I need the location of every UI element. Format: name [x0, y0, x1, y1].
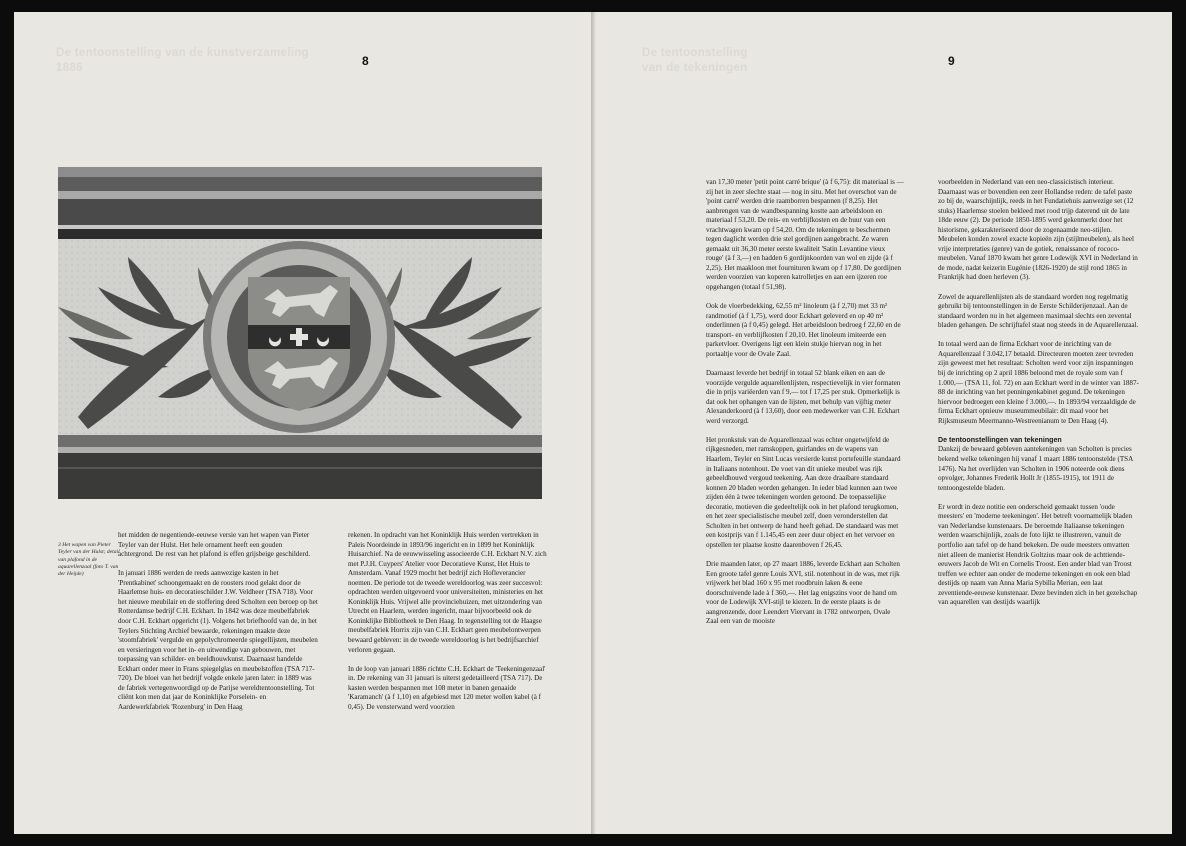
paragraph: In de loop van januari 1886 richtte C.H. Eckhart de 'Teekeningenzaal' in. De rekening van 31 januari is uiterst gedetailleerd (TSA 717). De kasten werden bespannen met 108 meter in banen genaaide 'Karamanch' (à f 1,10) en afgebiesd met 120 meter wollen kabel (à f 0,45). De vensterwand werd voorzien — [348, 664, 546, 711]
paragraph: Daarnaast leverde het bedrijf in totaal 52 blank eiken en aan de voorzijde vergulde aquarellenlijsten, respectievelijk in vier formaten die in prijs variëerden van f 9,— tot f 17,25 per stuk. Opmerkelijk is dat ook het ophangen van de lijsten, met behulp van vijftig meter Alexanderkoord (à f 13,60), door een medewerker van C.H. Eckhart werd verzorgd. — [706, 369, 901, 425]
text-column-3 — [706, 178, 904, 636]
page-number-right: 9 — [948, 54, 955, 68]
ghost-header-left — [56, 46, 309, 76]
paragraph: voorbeelden in Nederland van een neo-classicistisch interieur. Daarnaast was er bovendien een zeer Hollandse reden: de tafel paste zo bij de, waarschijnlijk, reeds in het Fundatiehuis aanwezige set (12 stuks) Haarlemse stoelen bekleed met rood trijp daterend uit de late 18de eeuw (2). De periode 1850-1895 werd gekenmerkt door het historisme, gekarakteriseerd door de zogenaamde neo-stijlen. Meubelen konden zowel exacte kopieën zijn (stijlmeubelen), als heel vrije interpretaties (genre) van de gotiek, renaissance of rococo-meubelen. Vanaf 1870 kwam het genre Lodewijk XVI in Nederland in de mode, nadat keizerin Eugénie (1826-1920) de stijl rond 1865 in Frankrijk had doen herleven (3). — [938, 178, 1138, 282]
page-number-left: 8 — [362, 54, 369, 68]
right-page — [596, 12, 1172, 834]
paragraph: Het pronkstuk van de Aquarellenzaal was echter ongetwijfeld de rijkgesneden, met ramskoppen, guirlandes en de wapens van Haarlem, Teyler en Sint Lucas versierde kunst portefeuille standaard in Italiaans notenhout. De voet van dit unieke meubel was rijk gebeeldhouwd vergoud teekening. Aan deze draaibare standaard konnen 20 bladen worden gehangen. In ieder blad kunnen aan twee zijden één à twee tekeningen worden getoond. De toepasselijke decoratie, motieven die gedeeltelijk ook in het plafond terugkomen, en het zeer specialistische meubel zelf, doen veronderstellen dat Scholten in het ontwerp de hand heeft gehad. De standaard was met een kostprijs van f 1.145,45 een zeer duur object en het vervoer en opstellen ter plaatse kostte daarenboven f 26,45. — [706, 435, 901, 549]
paragraph: Drie maanden later, op 27 maart 1886, leverde Eckhart aan Scholten Een groote tafel genre Louis XVI, stil. notenhout in de was, met rijk vrijwerk het blad 160 x 95 met roodbruin laken & eene doorschuivende lade à f 360,—. Het lag enigszins voor de hand om voor de Lodewijk XVI-stijl te kiezen. In de eerste plaats is de aangrenzende, door Leendert Viervant in 1782 ontworpen, Ovale Zaal een van de mooiste — [706, 560, 900, 626]
text-column-1 — [118, 531, 318, 722]
ghost-header-line: van de tekeningen — [642, 62, 748, 74]
text-column-2 — [348, 531, 548, 722]
paragraph: van 17,30 meter 'petit point carré brique' (à f 6,75): dit materiaal is — zij het in zeer slechte staat — nog in situ. Met het overschot van de 'point carré' werden drie raamborren bespannen (f 8,25). Het aanbrengen van de wandbespanning kostte aan arbeidsloon en materiaal f 53,20. De reis- en verblijfkosten en de huur van een vrachtwagen kwam op f 54,20. Om de tekeningen te beschermen tegen daglicht werden drie stel gordijnen aangebracht. Ze waren gemaakt uit 36,30 meter eerste kwaliteit 'Satin Levantine vieux rouge' (à f 3,—) en hadden 6 gordijnkoorden van wol en zijde (à f 2,25). Het maakloon met fournituren kwam op f 17,80. De gordijnen werden voorzien van koperen katrolletjes en aan een ijzeren roe opgehangen (totaal f 51,98). — [706, 178, 904, 292]
paragraph: Dankzij de bewaard gebleven aantekeningen van Scholten is precies bekend welke tekeningen hij vanaf 1 maart 1886 tentoonstelde (TSA 1476). Na het overlijden van Scholten in 1906 noteerde ook diens opvolger, Johannes Frederik Hollt Jr (1855-1915), tot 1911 de tentoongestelde bladen. — [938, 445, 1133, 492]
section-heading: De tentoonstellingen van tekeningen — [938, 435, 1062, 444]
ghost-header-line: De tentoonstelling — [642, 47, 748, 59]
ceiling-ornament-photo — [58, 167, 542, 499]
paragraph: In januari 1886 werden de reeds aanwezige kasten in het 'Prentkabinet' schoongemaakt en de roosters rood gelakt door de Haarlemse huis- en decoratieschilder J.W. Veldheer (TSA 718). Voor het nieuwe meubilair en de stoffering deed Scholten een beroep op het Rotterdamse bedrijf C.H. Eckhart. In 1842 was deze meubelfabriek door C.H. Eckhart opgericht (1). Volgens het briefhoofd van de, in het Teylers Stichting Archief bewaarde, rekeningen maakte deze 'stoomfabriek' vergulde en gepolychromeerde spiegellijsten, meubelen en versieringen voor het in- en uitwendige van gebouwen, met toepassing van schilder- en beeldhouwkunst. Daarnaast handelde Eckhart onder meer in Frans spiegelglas en meubelstoffen (TSA 717-720). De bloei van het bedrijf volgde enkele jaren later: in 1889 was de fabriek vertegenwoordigd op de Parijse wereldtentoonstelling. Tot cliënt kon men dat jaar de Koninklijke Porselein- en Aardewerkfabriek 'Rozenburg' in Den Haag — [118, 569, 318, 711]
paragraph: Er wordt in deze notitie een onderscheid gemaakt tussen 'oude meesters' en 'moderne teekeningen'. Het betreft voornamelijk bladen van Nederlandse kunstenaars. De beroemde Italiaanse tekeningen werden waarschijnlijk, zoals de foto lijkt te illustreren, vanuit de portfolio aan tafel op de hand bekeken. De oude meesters omvatten niet alleen de manierist Hendrik Goltzius maar ook de achttiende-eeuwers Jacob de Wit en Cornelis Troost. Een ander blad van Troost treffen we echter aan onder de moderne tekeningen en ook een blad destijds op naam van Anna Maria Sybilla Merian, een laat zeventiende-eeuwse kunstenaar. Deze bevinden zich in het gezelschap van aquarellen van destijds waarlijk — [938, 502, 1138, 607]
ghost-header-line: 1886 — [56, 62, 83, 74]
paragraph: Zowel de aquarellenlijsten als de standaard worden nog regelmatig gebruikt bij tentoonstellingen in de Eerste Schilderijenzaal. Aan de standaard worden nu in het algemeen maximaal slechts een zevental bladen gehangen. De schrijftafel staat nog steeds in de Aquarellenzaal. — [938, 292, 1139, 330]
left-page — [14, 12, 592, 834]
paragraph: het midden de negentiende-eeuwse versie van het wapen van Pieter Teyler van der Hulst. Het hele ornament heeft een gouden achtergrond. De rest van het plafond is effen grijsbeige geschilderd. — [118, 531, 311, 559]
paragraph: Ook de vloerbedekking, 62,55 m² linoleum (à f 2,70) met 33 m² randmotief (à f 1,75), werd door Eckhart geleverd en op 40 m² onderlinnen (à f 0,45) gelegd. Het arbeidsloon bedroeg f 22,60 en de transport- en verblijfkosten f 20,10. Het linoleum imiteerde een parketvloer. Overigens ligt een klein stukje hiervan nog in het portaaltje voor de Ovale Zaal. — [706, 302, 901, 358]
ghost-header-line: De tentoonstelling van de kunstverzameling — [56, 47, 309, 59]
text-column-4 — [938, 178, 1140, 617]
paragraph: In totaal werd aan de firma Eckhart voor de inrichting van de Aquarellenzaal f 3.042,17 betaald. Directeuren moeten zeer tevreden zijn geweest met het resultaat: Scholten werd voor zijn inspanningen bij de inrichting op 2 april 1886 beloond met de royale som van f 1.000,— (TSA 11, fol. 72) en aan Eckhart werd in de winter van 1887-88 de inrichting van het penningenkabinet gegund. De tekeningen hiervoor bedroegen een kleine f 3.000,—. In 1893/94 verzaaldigde de firma Eckhart opnieuw museummeubilair: dit maal voor het Rijksmuseum Meermanno-Westreenianum te Den Haag (4). — [938, 340, 1139, 425]
ghost-header-right — [642, 46, 748, 76]
figure-caption: 3 Het wapen van Pieter Teyler van der Hulst; detail van plafond in de aquarellenzaal (foto T. van der Heijde) — [58, 542, 120, 578]
paragraph: rekenen. In opdracht van het Koninklijk Huis werden vertrekken in Paleis Noordeinde in 1893/96 ingericht en in 1899 het Koninklijk Huisarchief. Na de eeuwwisseling associeerde C.H. Eckhart N.V. zich met P.J.H. Cuypers' Atelier voor Decoratieve Kunst, Het Huis te Amsterdam. Vanaf 1929 mocht het bedrijf zich Hofleverancier noemen. De periode tot de tweede wereldoorlog was zeer succesvol: opdrachten werden uitgevoerd voor universiteiten, ministeries en het Koninklijk Huis. Vrijwel alle provinciehuizen, met uitzondering van Utrecht en Haarlem, werden ingericht, maar bijvoorbeeld ook de Koninklijke Bibliotheek te Den Haag. In tegenstelling tot de Haagse meubelfabriek Horrix zijn van C.H. Eckhart geen meubelontwerpen bewaard gebleven: in de tweede wereldoorlog is het bedrijfsarchief verloren gegaan. — [348, 531, 547, 654]
